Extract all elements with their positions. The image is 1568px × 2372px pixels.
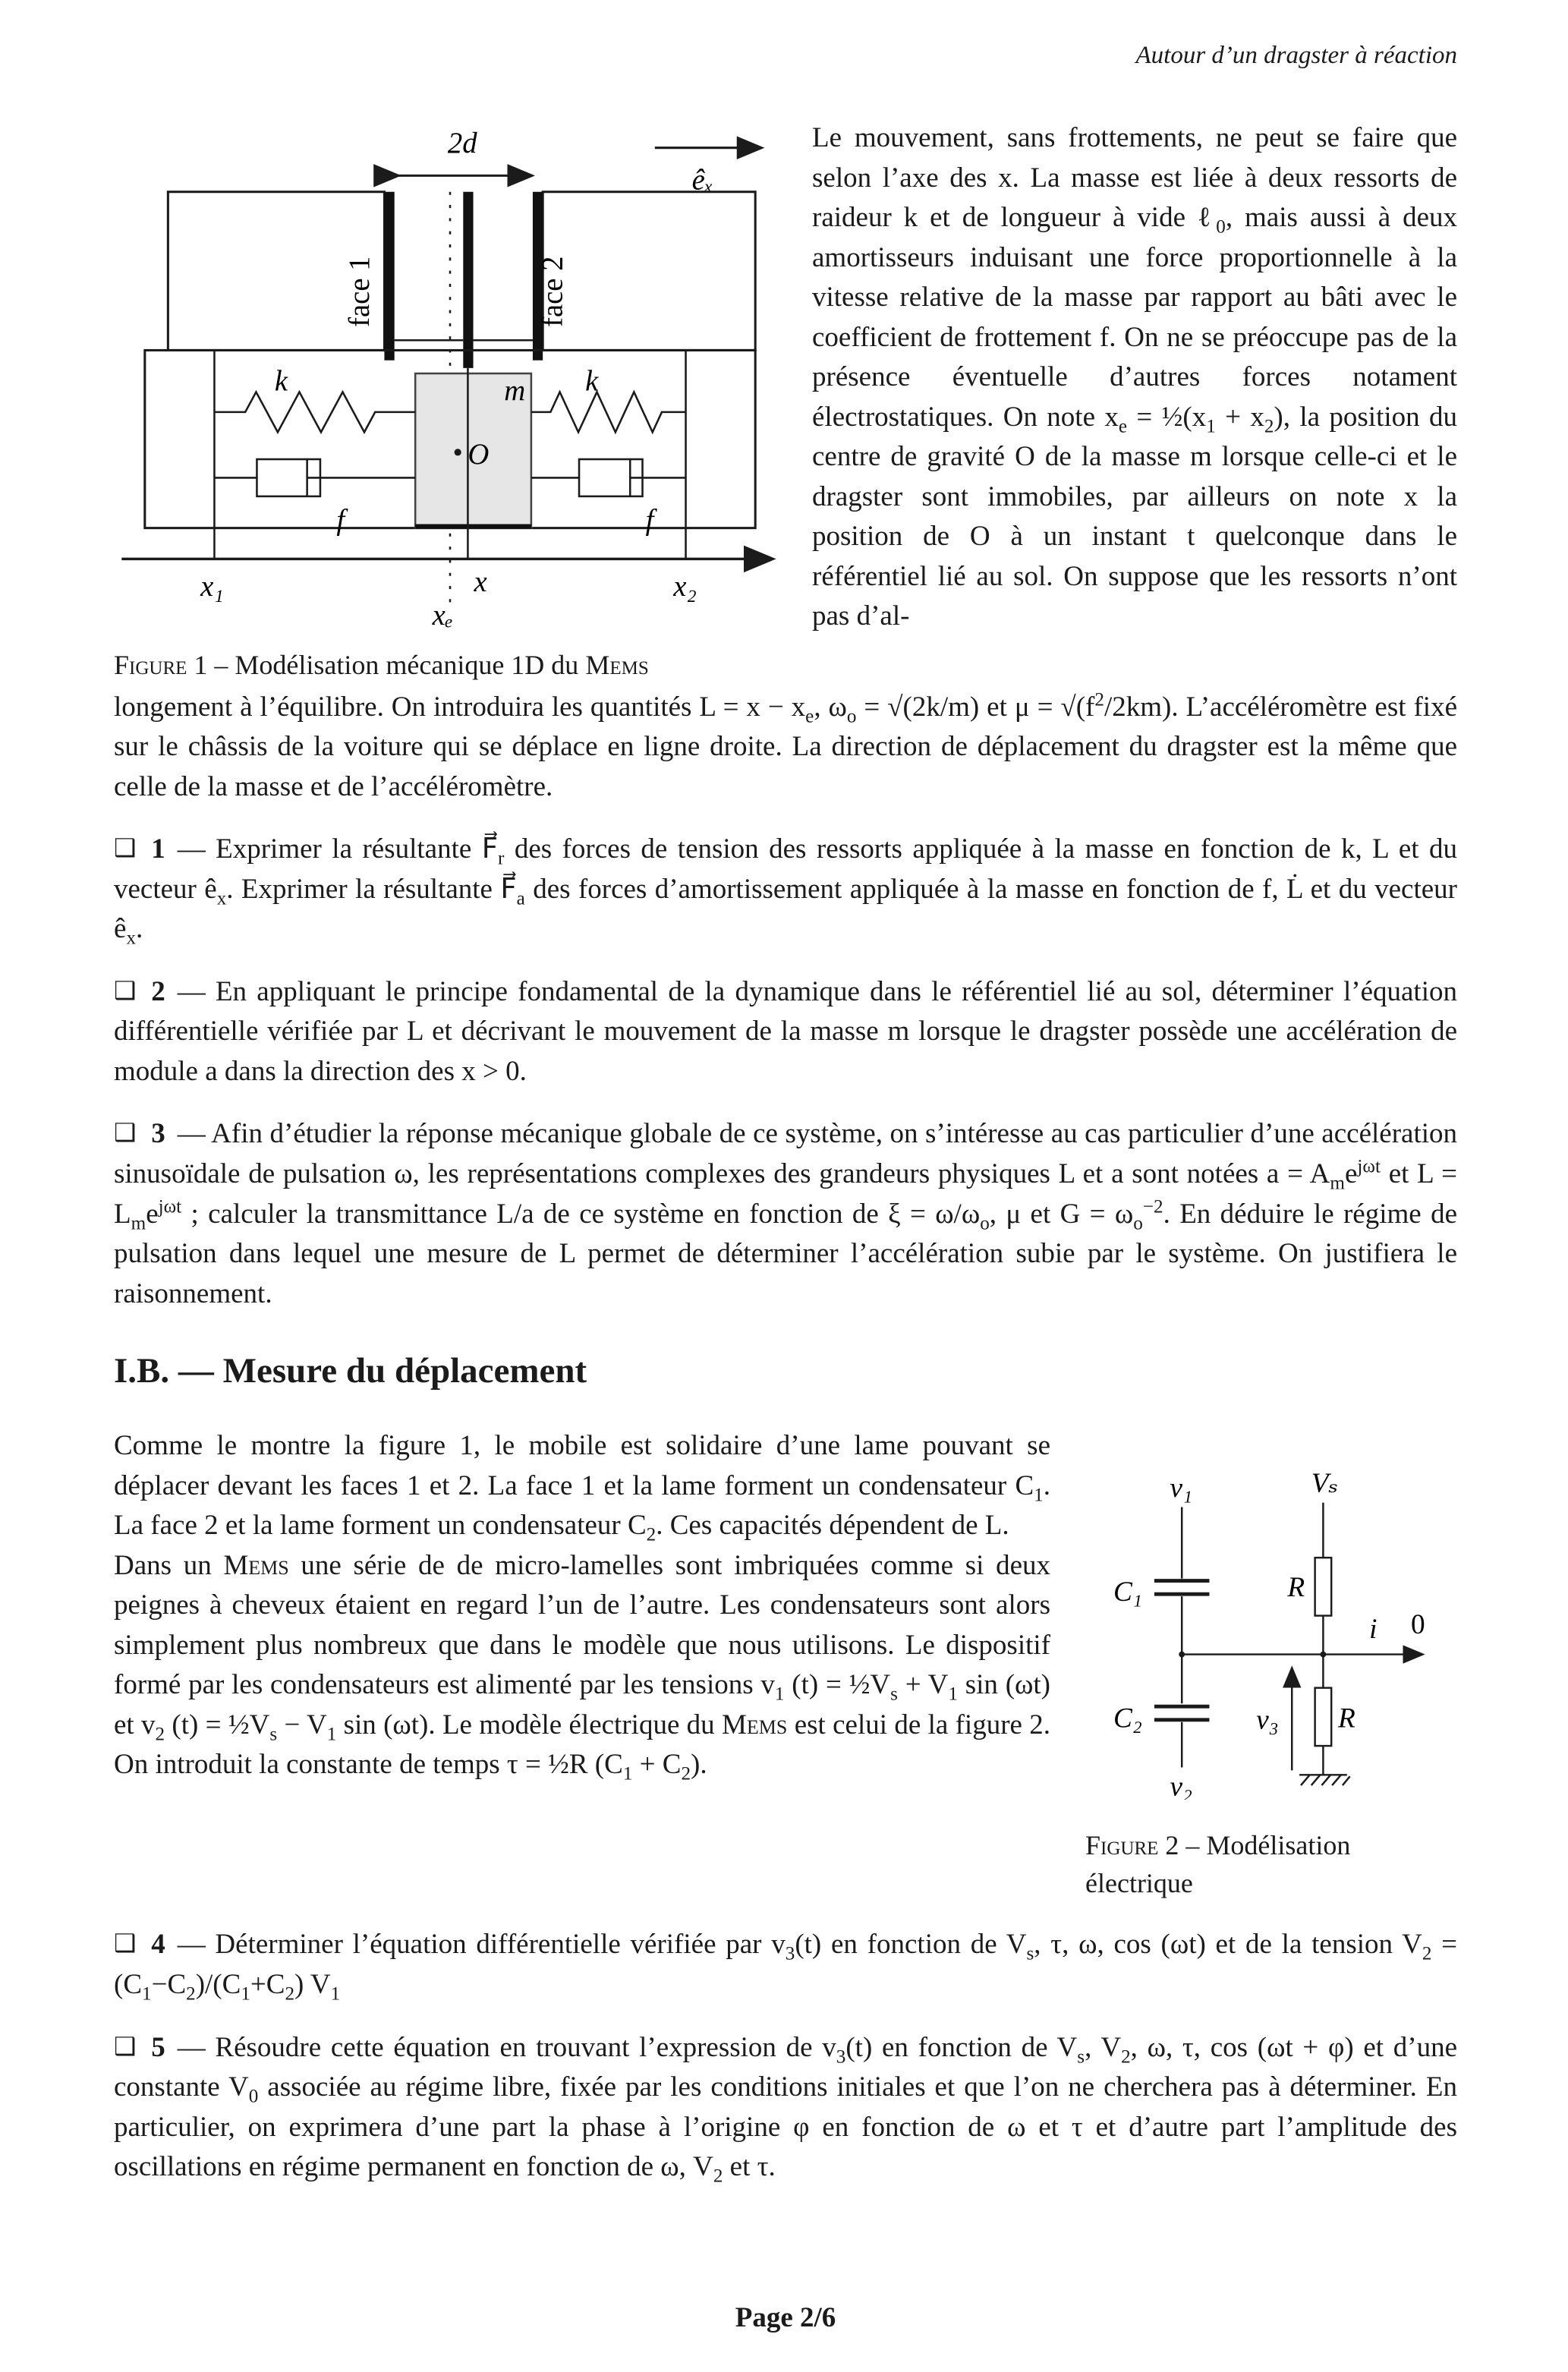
spring-right: [531, 392, 686, 432]
damper-right: [531, 459, 686, 496]
ib-section: [114, 1426, 1457, 1902]
intro-paragraph-fullwidth: longement à l’équilibre. On introduira les quantités $L = x - x_e$, $\omega_o = √(2k/m)$ et $\mu = √(f^2/2km)$. L’accéléromètre est fixé sur le châssis de la voiture qui se déplace en ligne droite. La direction de déplacement du dragster est la même que celle de la masse et de l’accéléromètre.: [114, 689, 1457, 802]
resistor-R-bottom: [1315, 1688, 1332, 1746]
O-label: O: [468, 439, 490, 471]
question-checkbox-icon: ❑: [114, 975, 137, 1005]
k-left-label: k: [274, 365, 288, 398]
figure-1-caption: Figure 1 – Modélisation mécanique 1D du Mems: [114, 650, 649, 680]
question-4-number: 4: [151, 1929, 165, 1961]
figure-2-circuit-diagram: [1078, 1438, 1450, 1800]
gap-dimension: [397, 128, 531, 176]
intro-paragraph-column: Le mouvement, sans frottements, ne peut se faire que selon l’axe des x. La masse est liée à deux ressorts de raideur k et de longueur à vide ℓ$_0$, mais aussi à deux amortisseurs induisant une force proportionnelle à la vitesse relative de la masse par rapport au bâti avec le coefficient de frottement f. On ne se préoccupe pas de la présence éventuelle d’autres forces notament électrostatiques. On note $x_e$ = $\frac{1}{2}(x_1 + x_2)$, la position du centre de gravité O de la masse m lorsque celle-ci et le dragster sont immobiles, par ailleurs on note x la position de O à un instant t quelconque dans le référentiel lié au sol. On suppose que les ressorts n’ont pas d’al-: [812, 122, 1457, 632]
lame-blade: [463, 192, 473, 368]
question-checkbox-icon: ❑: [114, 833, 137, 863]
ib-paragraph-1: Comme le montre la figure 1, le mobile est solidaire d’une lame pouvant se déplacer devant les faces 1 et 2. La face 1 et la lame forment un condensateur $C_1$. La face 2 et la lame forment un condensateur $C_2$. Ces capacités dépendent de L.: [114, 1430, 1050, 1545]
top-section: [114, 118, 1457, 685]
mass-label: m: [504, 375, 526, 408]
C1-label: C₁: [1113, 1577, 1142, 1608]
question-2: [114, 972, 1457, 1092]
figure-2-caption-label: Figure 2: [1085, 1830, 1179, 1861]
question-2-number: 2: [151, 975, 165, 1007]
ex-vector: [655, 148, 760, 197]
question-5: [114, 2028, 1457, 2188]
figure-1: [114, 118, 786, 685]
question-5-text: — Résoudre cette équation en trouvant l’expression de $v_3(t)$ en fonction de $V_s$, $V_2$, ω, τ, cos (ωt + φ) et d’une constante $V_0$ associée au régime libre, fixée par les conditions initiales et que l’on ne cherchera pas à déterminer. En particulier, on exprimera d’une part la phase à l’origine φ en fonction de ω et τ et d’autre part l’amplitude des oscillations en régime permanent en fonction de ω, $V_2$ et τ.: [114, 2031, 1458, 2187]
k-right-label: k: [585, 365, 599, 398]
R-bottom-label: R: [1338, 1703, 1355, 1734]
v3-label: v₃: [1256, 1704, 1279, 1736]
ex-label: êₓ: [691, 164, 713, 197]
x1-label: x₁: [200, 571, 224, 603]
figure-1-mechanical-diagram: [114, 118, 786, 628]
question-4: [114, 1925, 1457, 2005]
question-checkbox-icon: ❑: [114, 1118, 137, 1148]
right-block: [543, 192, 755, 351]
figure-2: [1078, 1426, 1457, 1902]
question-3-text: — Afin d’étudier la réponse mécanique globale de ce système, on s’intéresse au cas particulier d’une accélération sinusoïdale de pulsation ω, les représentations complexes des grandeurs physiques L et a sont notées $a = A_me^{j\omega t}$ et $L = L_me^{j\omega t}$ ; calculer la transmittance L/a de ce système en fonction de $\xi = \omega/\omega_o$, μ et $G = \omega_o^{-2}$. En déduire le régime de pulsation dans lequel une mesure de L permet de déterminer l’accélération subie par le système. On justifiera le raisonnement.: [114, 1118, 1458, 1309]
C2-label: C₂: [1113, 1703, 1142, 1734]
resistor-R-top: [1315, 1558, 1332, 1615]
v1-label: v₁: [1170, 1472, 1193, 1504]
f-left-label: f: [336, 504, 345, 537]
spring-left: [214, 392, 415, 432]
center-of-gravity-dot: [455, 449, 461, 455]
f-right-label: f: [645, 504, 654, 537]
face2-label: face 2: [537, 256, 569, 327]
question-1: [114, 830, 1457, 950]
x-label: x: [474, 566, 487, 599]
ground-symbol: [1299, 1775, 1350, 1785]
face1-plate: [384, 192, 394, 361]
zero-label: 0: [1411, 1609, 1425, 1641]
dim-label: 2d: [447, 127, 477, 159]
capacitor-C2: [1154, 1706, 1210, 1720]
damper-left: [214, 459, 415, 496]
ib-text-column: [114, 1426, 1050, 1785]
question-2-text: — En appliquant le principe fondamental de la dynamique dans le référentiel lié au sol, déterminer l’équation différentielle vérifiée par L et décrivant le mouvement de la masse m lorsque le dragster possède une accélération de module a dans la direction des x > 0.: [114, 975, 1457, 1087]
question-3: [114, 1114, 1457, 1314]
Vs-label: Vₛ: [1311, 1468, 1339, 1500]
ib-paragraph-2: Dans un Mems une série de de micro-lamelles sont imbriquées comme si deux peignes à cheveux étaient en regard l’un de l’autre. Les condensateurs sont alors simplement plus nombreux que dans le modèle que nous utilisons. Le dispositif formé par les condensateurs est alimenté par les tensions $v_1$ $(t) = \frac{1}{2}V_s + V_1$ sin (ωt) et $v_2$ $(t) = \frac{1}{2}V_s - V_1$ sin (ωt). Le modèle électrique du Mems est celui de la figure 2. On introduit la constante de temps τ = ½R $(C_1 + C_2)$.: [114, 1549, 1051, 1785]
x2-label: x₂: [673, 571, 697, 603]
current-i-label: i: [1369, 1614, 1378, 1646]
page-number: Page 2/6: [735, 2301, 836, 2333]
face1-label: face 1: [344, 256, 376, 327]
running-title: Autour d’un dragster à réaction: [1135, 42, 1457, 69]
v2-label: v₂: [1170, 1771, 1193, 1800]
question-1-text: — Exprimer la résultante $F⃗_r$ des forces de tension des ressorts appliquée à la masse en fonction de k, L et du vecteur $ê_x$. Exprimer la résultante $F⃗_a$ des forces d’amortissement appliquée à la masse en fonction de f, L̇ et du vecteur $ê_x$.: [114, 833, 1457, 949]
question-1-number: 1: [151, 833, 165, 865]
figure-2-caption: Figure 2 – Modélisation électrique: [1085, 1830, 1351, 1898]
question-checkbox-icon: ❑: [114, 2031, 137, 2061]
R-top-label: R: [1287, 1572, 1305, 1604]
xe-label: xₑ: [432, 599, 453, 628]
figure-1-caption-label: Figure 1: [114, 650, 208, 680]
capacitor-C1: [1154, 1581, 1210, 1595]
question-checkbox-icon: ❑: [114, 1929, 137, 1958]
section-heading-ib: I.B. — Mesure du déplacement: [114, 1351, 587, 1391]
question-3-number: 3: [151, 1118, 165, 1150]
question-4-text: — Déterminer l’équation différentielle vérifiée par $v_3(t)$ en fonction de $V_s$, τ, ω, cos (ωt) et de la tension $V_2 = (C_1-C_2)/(C_1+C_2)$ $V_1$: [114, 1929, 1458, 2005]
question-5-number: 5: [151, 2031, 165, 2063]
